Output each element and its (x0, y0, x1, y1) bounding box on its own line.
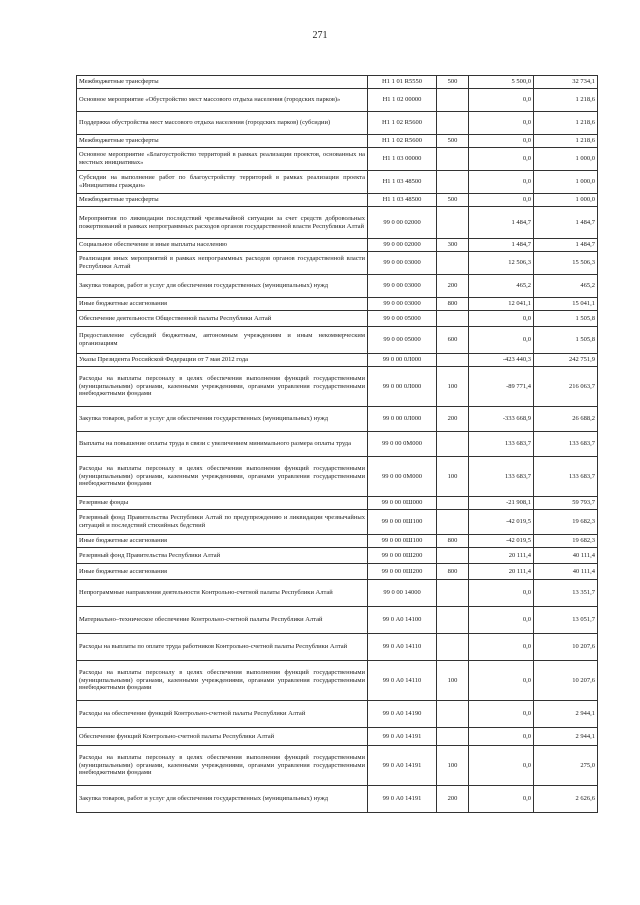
table-row (77, 457, 598, 497)
row-code-cell: 99 0 00 02000 (368, 239, 437, 252)
row-expense-type-cell (437, 607, 469, 634)
row-total-amount-cell: 1 484,7 (534, 207, 598, 239)
row-change-amount-cell: 465,2 (469, 275, 534, 298)
row-change-amount-cell: -42 019,5 (469, 535, 534, 548)
row-total-amount-cell: 216 063,7 (534, 367, 598, 407)
row-name-cell: Расходы на обеспечение функций Контрольно-счетной палаты Республики Алтай (77, 701, 368, 728)
row-change-amount-cell: 1 484,7 (469, 239, 534, 252)
row-total-amount-cell: 59 793,7 (534, 497, 598, 510)
row-code-cell: 99 0 00 14000 (368, 580, 437, 607)
row-change-amount-cell: 0,0 (469, 148, 534, 171)
row-name-cell: Реализация иных мероприятий в рамках непрограммных расходов органов государственной власти Республики Алтай (77, 252, 368, 275)
row-expense-type-cell: 100 (437, 746, 469, 786)
row-expense-type-cell (437, 354, 469, 367)
row-change-amount-cell: 12 506,3 (469, 252, 534, 275)
row-expense-type-cell (437, 634, 469, 661)
row-expense-type-cell: 600 (437, 327, 469, 354)
row-total-amount-cell: 133 683,7 (534, 432, 598, 457)
table-row (77, 354, 598, 367)
table-row (77, 510, 598, 535)
row-code-cell: 99 0 А0 14110 (368, 634, 437, 661)
row-total-amount-cell: 15 506,3 (534, 252, 598, 275)
row-name-cell: Резервный фонд Правительства Республики Алтай по предупреждению и ликвидации чрезвычайных ситуаций и последствий стихийных бедствий (77, 510, 368, 535)
table-row (77, 564, 598, 580)
row-code-cell: Н1 1 03 00000 (368, 148, 437, 171)
row-expense-type-cell: 500 (437, 135, 469, 148)
row-change-amount-cell: 133 683,7 (469, 432, 534, 457)
row-code-cell: 99 0 А0 14100 (368, 607, 437, 634)
row-change-amount-cell: -423 440,3 (469, 354, 534, 367)
row-name-cell: Расходы на выплаты персоналу в целях обеспечения выполнения функций государственными (муниципальными) органами, казенными учреждениями, органами управления государственными внебюджетными фондами (77, 661, 368, 701)
row-change-amount-cell: 0,0 (469, 171, 534, 194)
row-change-amount-cell: 0,0 (469, 728, 534, 746)
row-code-cell: 99 0 00 0Ш100 (368, 535, 437, 548)
table-row (77, 112, 598, 135)
row-expense-type-cell: 100 (437, 367, 469, 407)
row-total-amount-cell: 1 000,0 (534, 171, 598, 194)
row-total-amount-cell: 10 207,6 (534, 661, 598, 701)
row-total-amount-cell: 1 505,8 (534, 327, 598, 354)
row-total-amount-cell: 1 000,0 (534, 194, 598, 207)
row-code-cell: 99 0 00 0М000 (368, 457, 437, 497)
row-expense-type-cell (437, 728, 469, 746)
table-row (77, 497, 598, 510)
row-name-cell: Социальное обеспечение и иные выплаты населению (77, 239, 368, 252)
row-code-cell: 99 0 А0 14191 (368, 746, 437, 786)
row-total-amount-cell: 2 626,6 (534, 786, 598, 813)
row-total-amount-cell: 13 351,7 (534, 580, 598, 607)
table-row (77, 252, 598, 275)
row-change-amount-cell: 0,0 (469, 311, 534, 327)
row-name-cell: Указы Президента Российской Федерации от 7 мая 2012 года (77, 354, 368, 367)
table-row (77, 701, 598, 728)
row-total-amount-cell: 1 218,6 (534, 112, 598, 135)
row-expense-type-cell (437, 207, 469, 239)
row-code-cell: Н1 1 02 R5600 (368, 112, 437, 135)
table-row (77, 367, 598, 407)
row-name-cell: Иные бюджетные ассигнования (77, 535, 368, 548)
row-name-cell: Основное мероприятие «Благоустройство территорий в рамках реализации проектов, основанных на местных инициативах» (77, 148, 368, 171)
row-total-amount-cell: 242 751,9 (534, 354, 598, 367)
row-total-amount-cell: 10 207,6 (534, 634, 598, 661)
table-row (77, 311, 598, 327)
row-change-amount-cell: 0,0 (469, 135, 534, 148)
row-total-amount-cell: 465,2 (534, 275, 598, 298)
table-row (77, 535, 598, 548)
row-total-amount-cell: 2 944,1 (534, 701, 598, 728)
table-row (77, 786, 598, 813)
row-code-cell: 99 0 00 0Ш200 (368, 564, 437, 580)
row-change-amount-cell: 0,0 (469, 746, 534, 786)
table-row (77, 634, 598, 661)
row-code-cell: Н1 1 01 R5550 (368, 76, 437, 89)
row-expense-type-cell: 100 (437, 457, 469, 497)
row-expense-type-cell (437, 311, 469, 327)
row-name-cell: Иные бюджетные ассигнования (77, 298, 368, 311)
table-row (77, 275, 598, 298)
row-expense-type-cell: 800 (437, 535, 469, 548)
row-expense-type-cell (437, 580, 469, 607)
row-change-amount-cell: 0,0 (469, 112, 534, 135)
row-expense-type-cell (437, 432, 469, 457)
row-code-cell: 99 0 00 0М000 (368, 432, 437, 457)
row-total-amount-cell: 2 944,1 (534, 728, 598, 746)
row-name-cell: Выплаты на повышение оплаты труда в связи с увеличением минимального размера оплаты труда (77, 432, 368, 457)
row-expense-type-cell: 500 (437, 76, 469, 89)
row-code-cell: 99 0 00 03000 (368, 252, 437, 275)
row-code-cell: 99 0 А0 14110 (368, 661, 437, 701)
row-change-amount-cell: -333 668,9 (469, 407, 534, 432)
row-total-amount-cell: 40 111,4 (534, 564, 598, 580)
row-change-amount-cell: 0,0 (469, 89, 534, 112)
row-total-amount-cell: 1 218,6 (534, 135, 598, 148)
row-change-amount-cell: 0,0 (469, 194, 534, 207)
row-total-amount-cell: 1 505,8 (534, 311, 598, 327)
row-name-cell: Обеспечение функций Контрольно-счетной палаты Республики Алтай (77, 728, 368, 746)
row-total-amount-cell: 1 484,7 (534, 239, 598, 252)
row-expense-type-cell: 300 (437, 239, 469, 252)
row-code-cell: Н1 1 02 00000 (368, 89, 437, 112)
row-change-amount-cell: 0,0 (469, 327, 534, 354)
row-total-amount-cell: 1 218,6 (534, 89, 598, 112)
row-code-cell: 99 0 00 03000 (368, 298, 437, 311)
row-name-cell: Предоставление субсидий бюджетным, автономным учреждениям и иным некоммерческим организациям (77, 327, 368, 354)
row-total-amount-cell: 1 000,0 (534, 148, 598, 171)
row-change-amount-cell: 133 683,7 (469, 457, 534, 497)
row-code-cell: 99 0 А0 14191 (368, 728, 437, 746)
row-total-amount-cell: 19 682,3 (534, 535, 598, 548)
row-total-amount-cell: 32 734,1 (534, 76, 598, 89)
row-code-cell: Н1 1 03 48500 (368, 194, 437, 207)
row-change-amount-cell: 0,0 (469, 607, 534, 634)
table-row (77, 148, 598, 171)
row-code-cell: 99 0 00 05000 (368, 327, 437, 354)
row-change-amount-cell: 1 484,7 (469, 207, 534, 239)
row-change-amount-cell: 5 500,0 (469, 76, 534, 89)
row-expense-type-cell (437, 510, 469, 535)
row-name-cell: Межбюджетные трансферты (77, 135, 368, 148)
row-name-cell: Расходы на выплаты персоналу в целях обеспечения выполнения функций государственными (муниципальными) органами, казенными учреждениями, органами управления государственными внебюджетными фондами (77, 746, 368, 786)
row-change-amount-cell: 0,0 (469, 701, 534, 728)
row-code-cell: 99 0 А0 14190 (368, 701, 437, 728)
row-expense-type-cell (437, 89, 469, 112)
row-code-cell: 99 0 00 0Ш000 (368, 497, 437, 510)
row-change-amount-cell: 0,0 (469, 786, 534, 813)
row-code-cell: Н1 1 03 48500 (368, 171, 437, 194)
row-expense-type-cell: 500 (437, 194, 469, 207)
table-row (77, 728, 598, 746)
row-expense-type-cell: 800 (437, 564, 469, 580)
row-code-cell: 99 0 00 0Л000 (368, 367, 437, 407)
row-total-amount-cell: 19 682,3 (534, 510, 598, 535)
table-row (77, 207, 598, 239)
row-total-amount-cell: 275,0 (534, 746, 598, 786)
table-row (77, 239, 598, 252)
row-code-cell: 99 0 00 0Л000 (368, 354, 437, 367)
table-row (77, 76, 598, 89)
row-expense-type-cell: 200 (437, 786, 469, 813)
row-name-cell: Непрограммные направления деятельности Контрольно-счетной палаты Республики Алтай (77, 580, 368, 607)
row-expense-type-cell (437, 148, 469, 171)
row-change-amount-cell: 20 111,4 (469, 548, 534, 564)
row-name-cell: Межбюджетные трансферты (77, 194, 368, 207)
row-code-cell: 99 0 00 0Ш100 (368, 510, 437, 535)
table-row (77, 548, 598, 564)
row-name-cell: Материально–техническое обеспечение Контрольно-счетной палаты Республики Алтай (77, 607, 368, 634)
row-total-amount-cell: 15 041,1 (534, 298, 598, 311)
row-name-cell: Резервный фонд Правительства Республики Алтай (77, 548, 368, 564)
table-row (77, 327, 598, 354)
row-expense-type-cell (437, 548, 469, 564)
row-code-cell: 99 0 00 0Ш200 (368, 548, 437, 564)
row-name-cell: Иные бюджетные ассигнования (77, 564, 368, 580)
row-expense-type-cell (437, 701, 469, 728)
row-total-amount-cell: 133 683,7 (534, 457, 598, 497)
row-expense-type-cell (437, 497, 469, 510)
table-row (77, 580, 598, 607)
table-row (77, 171, 598, 194)
row-name-cell: Основное мероприятие «Обустройство мест массового отдыха населения (городских парков)» (77, 89, 368, 112)
row-expense-type-cell: 200 (437, 407, 469, 432)
row-name-cell: Закупка товаров, работ и услуг для обеспечения государственных (муниципальных) нужд (77, 407, 368, 432)
row-name-cell: Резервные фонды (77, 497, 368, 510)
row-name-cell: Субсидии на выполнение работ по благоустройству территорий в рамках реализации проекта «Инициативы граждан» (77, 171, 368, 194)
row-total-amount-cell: 40 111,4 (534, 548, 598, 564)
table-row (77, 194, 598, 207)
row-change-amount-cell: 20 111,4 (469, 564, 534, 580)
row-expense-type-cell (437, 112, 469, 135)
row-name-cell: Межбюджетные трансферты (77, 76, 368, 89)
row-code-cell: 99 0 00 02000 (368, 207, 437, 239)
row-name-cell: Расходы на выплаты по оплате труда работников Контрольно-счетной палаты Республики Алтай (77, 634, 368, 661)
row-code-cell: 99 0 00 0Л000 (368, 407, 437, 432)
row-change-amount-cell: -21 908,1 (469, 497, 534, 510)
row-change-amount-cell: -42 019,5 (469, 510, 534, 535)
table-row (77, 135, 598, 148)
row-change-amount-cell: 12 041,1 (469, 298, 534, 311)
table-row (77, 298, 598, 311)
row-expense-type-cell (437, 252, 469, 275)
table-row (77, 746, 598, 786)
table-row (77, 607, 598, 634)
row-name-cell: Мероприятия по ликвидации последствий чрезвычайной ситуации за счет средств добровольных пожертвований в рамках непрограммных расходов органов государственной власти Республики Алтай (77, 207, 368, 239)
page-number: 271 (312, 30, 328, 41)
row-expense-type-cell: 200 (437, 275, 469, 298)
table-row (77, 407, 598, 432)
budget-table-body (77, 76, 598, 813)
row-change-amount-cell: 0,0 (469, 661, 534, 701)
row-change-amount-cell: 0,0 (469, 580, 534, 607)
table-row (77, 89, 598, 112)
budget-table (76, 75, 598, 813)
row-name-cell: Расходы на выплаты персоналу в целях обеспечения выполнения функций государственными (муниципальными) органами, казенными учреждениями, органами управления государственными внебюджетными фондами (77, 457, 368, 497)
row-name-cell: Закупка товаров, работ и услуг для обеспечения государственных (муниципальных) нужд (77, 275, 368, 298)
row-code-cell: 99 0 00 05000 (368, 311, 437, 327)
row-name-cell: Обеспечение деятельности Общественной палаты Республики Алтай (77, 311, 368, 327)
row-code-cell: 99 0 А0 14191 (368, 786, 437, 813)
row-expense-type-cell: 100 (437, 661, 469, 701)
row-total-amount-cell: 26 688,2 (534, 407, 598, 432)
row-code-cell: Н1 1 02 R5600 (368, 135, 437, 148)
table-row (77, 661, 598, 701)
row-name-cell: Поддержка обустройства мест массового отдыха населения (городских парков) (субсидии) (77, 112, 368, 135)
row-name-cell: Закупка товаров, работ и услуг для обеспечения государственных (муниципальных) нужд (77, 786, 368, 813)
row-code-cell: 99 0 00 03000 (368, 275, 437, 298)
table-row (77, 432, 598, 457)
row-expense-type-cell (437, 171, 469, 194)
row-expense-type-cell: 800 (437, 298, 469, 311)
row-change-amount-cell: 0,0 (469, 634, 534, 661)
row-change-amount-cell: -89 771,4 (469, 367, 534, 407)
row-total-amount-cell: 13 051,7 (534, 607, 598, 634)
row-name-cell: Расходы на выплаты персоналу в целях обеспечения выполнения функций государственными (муниципальными) органами, казенными учреждениями, органами управления государственными внебюджетными фондами (77, 367, 368, 407)
